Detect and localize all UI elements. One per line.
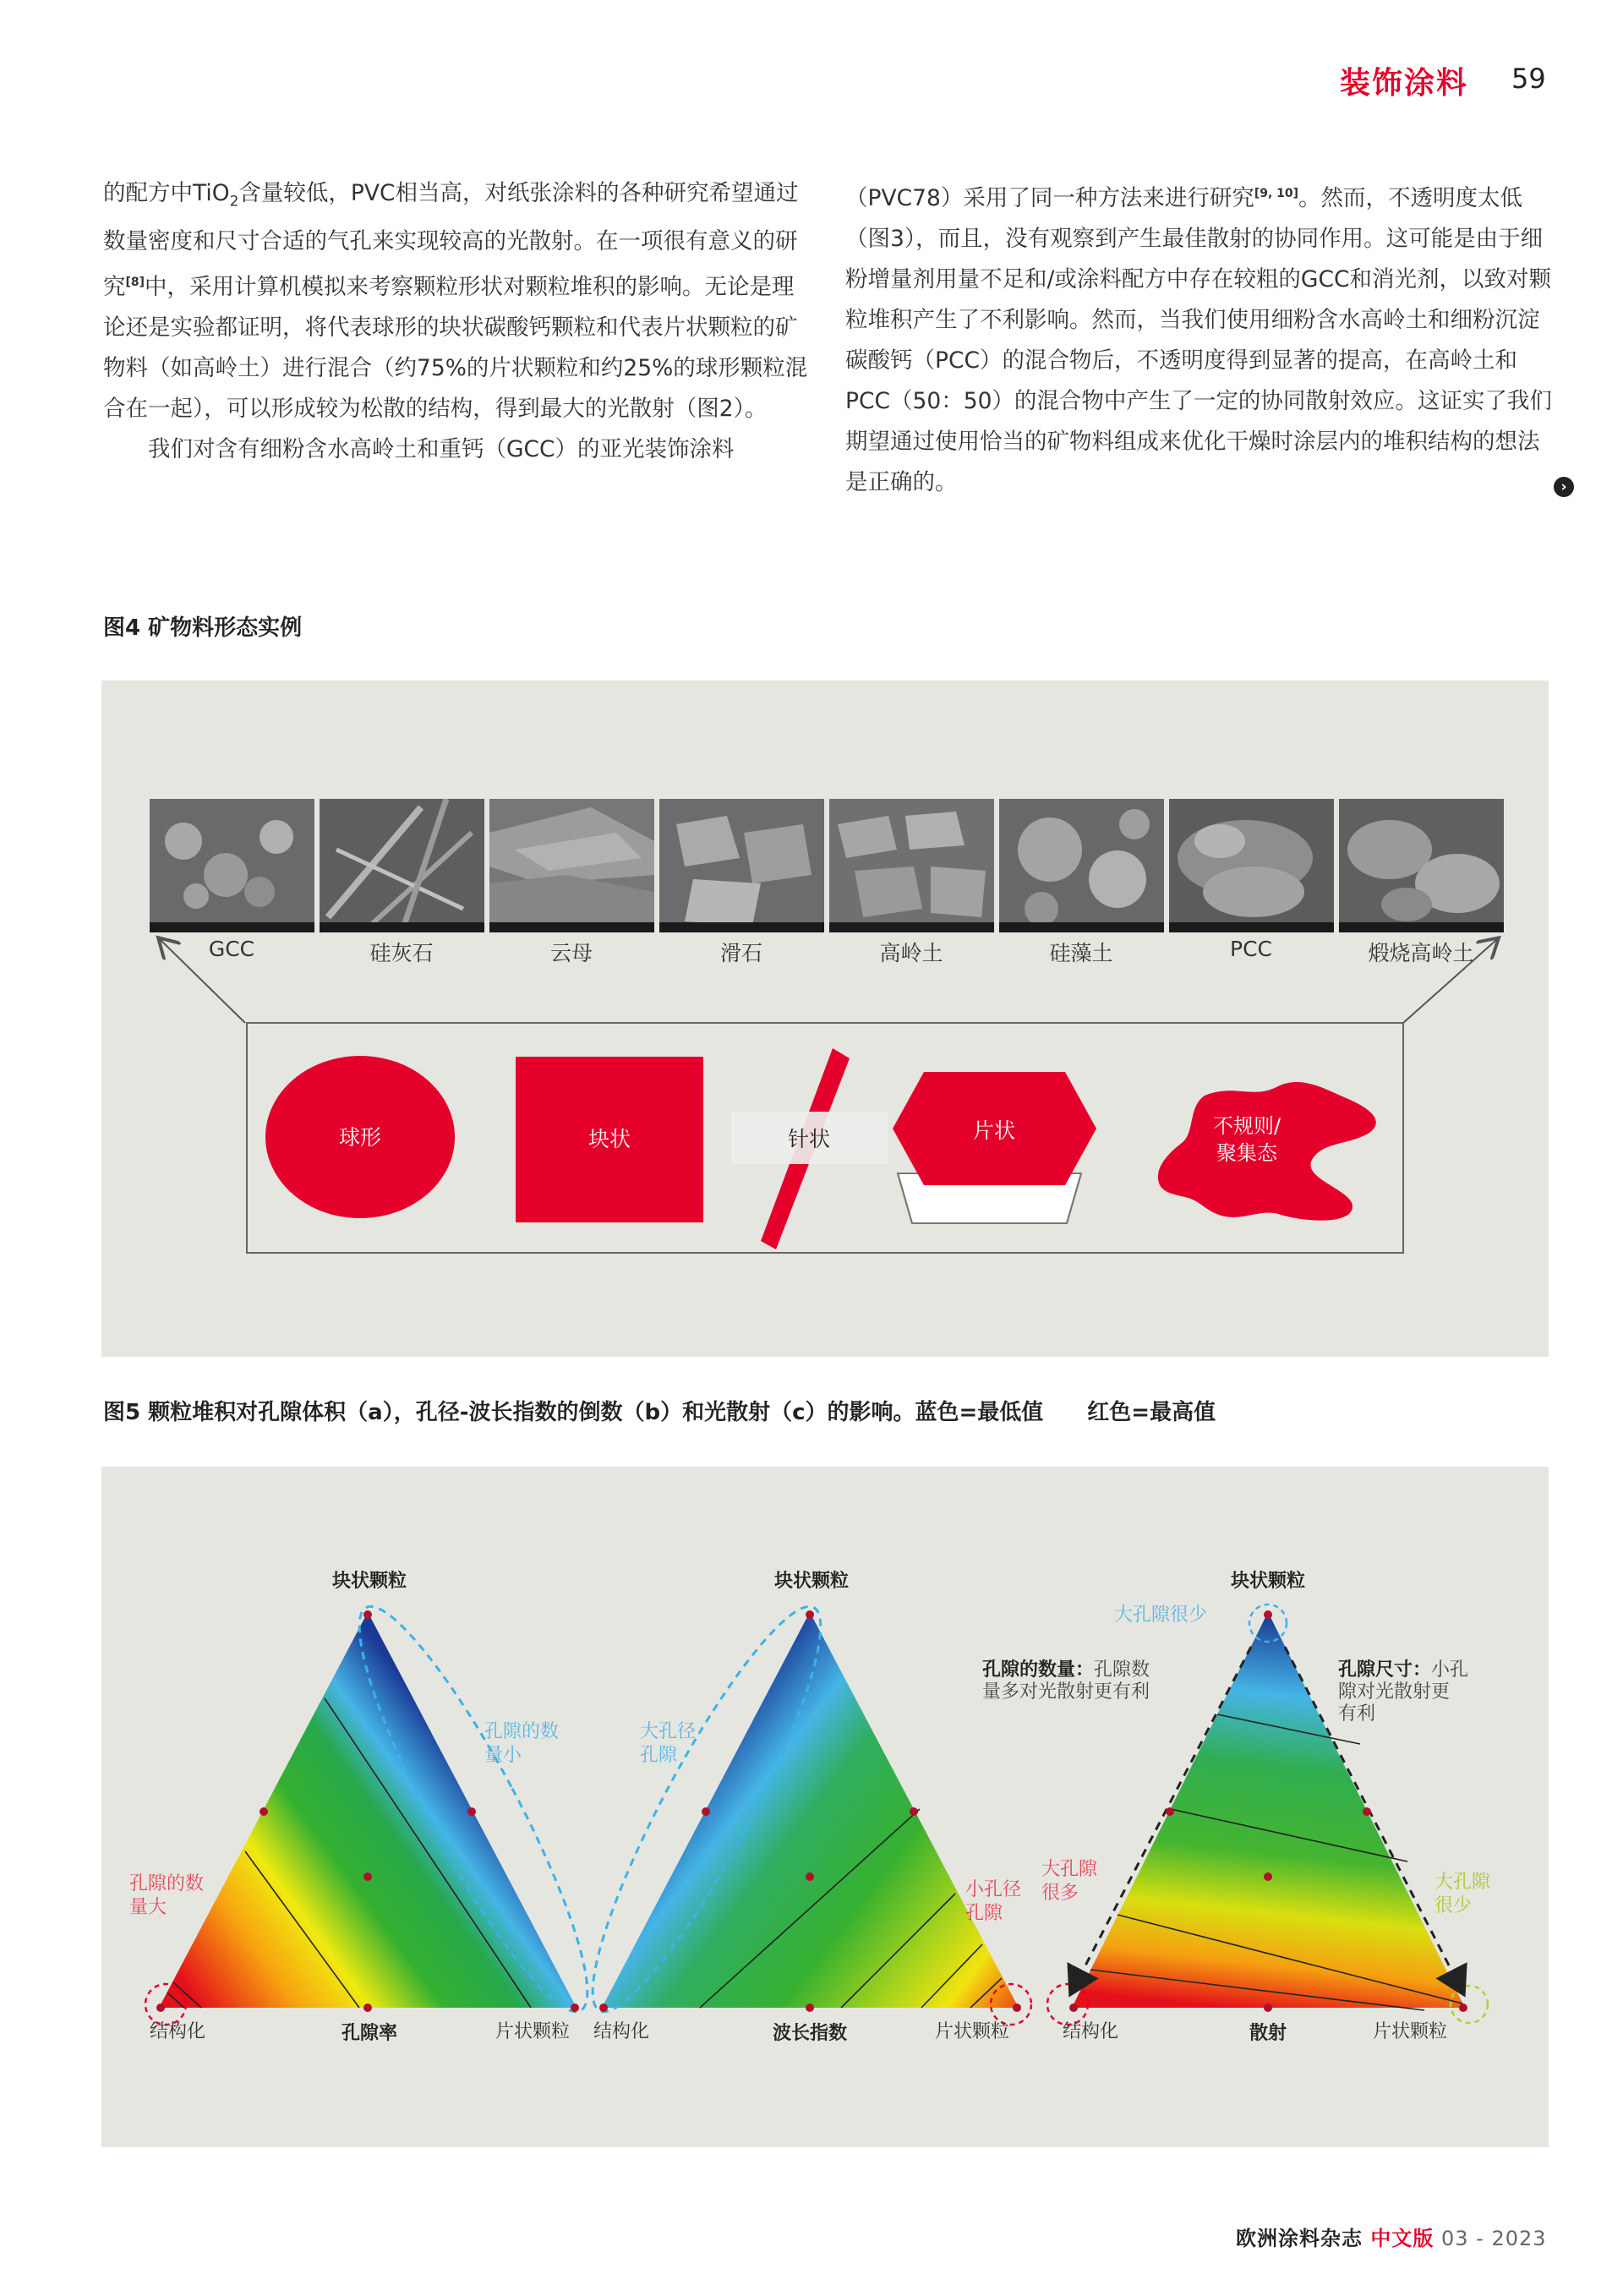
annot-c-count-2: 量多对光散射更有利 xyxy=(982,1681,1150,1703)
annot-c-count-1: 孔隙数 xyxy=(1094,1659,1150,1681)
annot-c-green: 大孔隙 xyxy=(1434,1872,1491,1893)
annot-c-green: 很少 xyxy=(1434,1895,1473,1916)
vertex-right-a: 片状颗粒 xyxy=(495,2021,571,2042)
vertex-left-b: 结构化 xyxy=(593,2021,650,2042)
annot-a-blue: 孔隙的数 xyxy=(484,1721,560,1742)
text-span: 。然而，不透明度太低（图3），而且，没有观察到产生最佳散射的协同作用。这可能是由于细粉增量剂用量不足和/或涂料配方中存在较粗的GCC和消光剂，以致对颗粒堆积产生了不利影响。然而，当我们使用细粉含水高岭土和细粉沉淀碳酸钙（PCC）的混合物后，不透明度得到显著的提高，在高岭土和PCC（50：50）的混合物中产生了一定的协同散射效应。这证实了我们期望通过使用恰当的矿物料组成来优化干燥时涂层内的堆积结构的想法是正确的。 xyxy=(845,184,1552,495)
annot-b-red: 小孔径 xyxy=(965,1879,1022,1900)
section-title: 装饰涂料 xyxy=(1340,66,1469,101)
annot-a-red: 量大 xyxy=(129,1897,167,1918)
vertex-left-a: 结构化 xyxy=(149,2021,206,2042)
text-span: 中，采用计算机模拟来考察颗粒形状对颗粒堆积的影响。无论是理论还是实验都证明，将代表球形的块状碳酸钙颗粒和代表片状颗粒的矿物料（如高岭土）进行混合（约75%的片状颗粒和约25%的球形颗粒混合在一起），可以形成较为松散的结构，得到最大的光散射（图2）。 xyxy=(103,274,808,423)
annot-c-size-1: 小孔 xyxy=(1431,1659,1469,1681)
shape-label: 块状 xyxy=(587,1127,631,1151)
annot-a-blue: 量小 xyxy=(484,1745,522,1766)
mineral-label: PCC xyxy=(1230,937,1272,961)
annot-c-size-3: 有利 xyxy=(1338,1703,1376,1725)
annot-c-red: 很多 xyxy=(1041,1883,1079,1904)
subscript: 2 xyxy=(229,193,239,210)
mineral-label: GCC xyxy=(208,937,255,961)
title-b: 波长指数 xyxy=(772,2023,848,2044)
shape-label: 聚集态 xyxy=(1216,1141,1277,1165)
vertex-right-c: 片状颗粒 xyxy=(1372,2021,1448,2042)
mineral-label: 高岭土 xyxy=(879,941,943,965)
annot-c-count xyxy=(982,1659,1150,1681)
issue-number: 03 - 2023 xyxy=(1434,2227,1547,2250)
annot-c-red: 大孔隙 xyxy=(1041,1859,1098,1880)
ternary-b xyxy=(602,1612,1022,2008)
text-span: 含量较低，PVC相当高，对纸张涂料的各种研究希望通过数量密度和尺寸合适的气孔来实现较高的光散射。在一项很有意义的研究 xyxy=(103,180,799,301)
title-a: 孔隙率 xyxy=(341,2023,398,2044)
annot-b-blue: 大孔径 xyxy=(640,1721,697,1742)
mineral-label: 云母 xyxy=(549,941,593,965)
mineral-label: 滑石 xyxy=(719,941,762,965)
annot-c-top: 大孔隙很少 xyxy=(1114,1604,1208,1626)
annot-b-red: 孔隙 xyxy=(965,1903,1003,1924)
annot-b-blue: 孔隙 xyxy=(640,1745,678,1766)
edition-label: 中文版 xyxy=(1370,2227,1434,2250)
shape-label: 片状 xyxy=(972,1118,1016,1143)
annot-c-size xyxy=(1338,1659,1468,1681)
vertex-top-b: 块状颗粒 xyxy=(773,1571,850,1592)
page-number: 59 xyxy=(1511,63,1546,95)
left-paragraph-2: 我们对含有细粉含水高岭土和重钙（GCC）的亚光装饰涂料 xyxy=(148,436,735,463)
vertex-right-b: 片状颗粒 xyxy=(934,2021,1010,2042)
magazine-name: 欧洲涂料杂志 xyxy=(1236,2227,1371,2250)
annot-c-size-title: 孔隙尺寸： xyxy=(1338,1659,1432,1681)
annot-c-size-2: 隙对光散射更 xyxy=(1338,1681,1451,1703)
footer xyxy=(1236,2222,1547,2251)
shape-label: 不规则/ xyxy=(1212,1114,1281,1138)
reference-link[interactable]: [9, 10] xyxy=(1254,187,1299,200)
annot-a-red: 孔隙的数 xyxy=(129,1873,205,1894)
title-c: 散射 xyxy=(1249,2023,1287,2044)
vertex-left-c: 结构化 xyxy=(1062,2021,1119,2042)
vertex-top-c: 块状颗粒 xyxy=(1230,1571,1306,1592)
continue-arrow-icon[interactable]: › xyxy=(1554,477,1574,497)
vertex-top-a: 块状颗粒 xyxy=(331,1571,407,1592)
annot-c-count-title: 孔隙的数量： xyxy=(982,1659,1095,1681)
reference-link[interactable]: [8] xyxy=(125,276,145,290)
figure-4-caption: 图4 矿物料形态实例 xyxy=(103,615,303,641)
figure-5-caption: 图5 颗粒堆积对孔隙体积（a），孔径-波长指数的倒数（b）和光散射（c）的影响。蓝色=最低值 红色=最高值 xyxy=(103,1400,1216,1425)
shape-label: 球形 xyxy=(338,1125,382,1150)
text-span: （PVC78）采用了同一种方法来进行研究 xyxy=(845,184,1254,211)
mineral-label: 硅灰石 xyxy=(369,941,434,965)
text-span: 的配方中TiO xyxy=(103,180,230,206)
mineral-label: 硅藻土 xyxy=(1049,941,1113,965)
shape-label: 针状 xyxy=(787,1127,831,1151)
mineral-label: 煅烧高岭土 xyxy=(1368,941,1474,965)
